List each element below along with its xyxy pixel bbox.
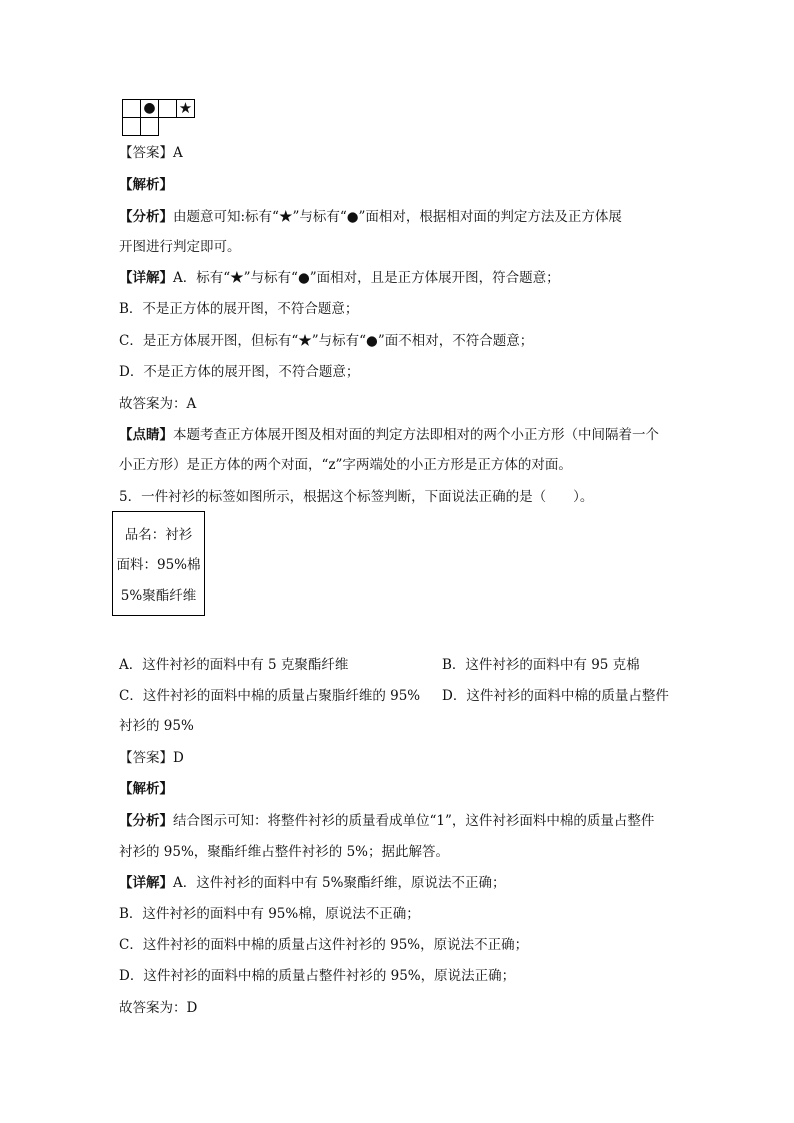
- shirt-label-figure: [112, 511, 205, 616]
- net-cell: [122, 117, 141, 136]
- dot-icon: ●: [143, 100, 156, 116]
- fenxi-tag: 【分析】: [119, 209, 173, 225]
- q5-xiangjie-line-c: C．这件衬衫的面料中棉的质量占这件衬衫的 95%，原说法不正确；: [119, 937, 529, 953]
- label-line-polyester: 5%聚酯纤维: [120, 588, 197, 604]
- dianjing-tag: 【点睛】: [119, 427, 173, 443]
- fenxi-tag: 【分析】: [119, 813, 173, 829]
- q4-dianjing-line2: 小正方形）是正方体的两个对面，“z”字两端处的小正方形是正方体的对面。: [119, 457, 572, 473]
- net-cell: [140, 117, 159, 136]
- label-line-fabric: 面料：95%棉: [116, 557, 201, 573]
- net-cell: [122, 99, 141, 118]
- q4-fenxi-line1: 【分析】由题意可知:标有“★”与标有“●”面相对，根据相对面的判定方法及正方体展: [119, 209, 622, 225]
- q5-option-d: D．这件衬衫的面料中棉的质量占整件: [442, 688, 669, 704]
- q5-conclusion: 故答案为：D: [119, 1000, 198, 1016]
- xiangjie-tag: 【详解】: [119, 270, 173, 286]
- net-cell-dot: [140, 99, 159, 118]
- q4-conclusion: 故答案为：A: [119, 396, 197, 412]
- q4-xiangjie-line-b: B．不是正方体的展开图，不符合题意；: [119, 301, 359, 317]
- q5-analysis-heading: 【解析】: [119, 781, 173, 797]
- q4-fenxi-line2: 开图进行判定即可。: [119, 239, 241, 255]
- q5-answer: 【答案】D: [119, 750, 184, 766]
- net-cell-star: [176, 99, 195, 118]
- q4-dianjing-line1: 【点睛】本题考查正方体展开图及相对面的判定方法即相对的两个小正方形（中间隔着一个: [119, 427, 659, 443]
- q5-xiangjie-line-b: B．这件衬衫的面料中有 95%棉，原说法不正确；: [119, 906, 420, 922]
- q5-stem: 5．一件衬衫的标签如图所示，根据这个标签判断，下面说法正确的是（ ）。: [119, 489, 594, 505]
- q4-xiangjie-line-c: C．是正方体展开图，但标有“★”与标有“●”面不相对，不符合题意；: [119, 333, 534, 349]
- label-line-name: 品名：衬衫: [124, 527, 193, 543]
- q5-option-c: C．这件衬衫的面料中棉的质量占聚脂纤维的 95%: [119, 688, 421, 704]
- q4-xiangjie-line-a: 【详解】A．标有“★”与标有“●”面相对，且是正方体展开图，符合题意；: [119, 270, 560, 286]
- cube-net-figure: [122, 99, 196, 136]
- q5-fenxi-line2: 衬衫的 95%，聚酯纤维占整件衬衫的 5%；据此解答。: [119, 844, 450, 860]
- xiangjie-tag: 【详解】: [119, 875, 173, 891]
- q5-fenxi-line1: 【分析】结合图示可知：将整件衬衫的质量看成单位“1”，这件衬衫面料中棉的质量占整件: [119, 813, 655, 829]
- q5-option-a: A．这件衬衫的面料中有 5 克聚酯纤维: [119, 657, 349, 673]
- star-icon: ★: [178, 99, 193, 117]
- q4-xiangjie-line-d: D．不是正方体的展开图，不符合题意；: [119, 364, 360, 380]
- q4-analysis-heading: 【解析】: [119, 177, 173, 193]
- q5-option-d-cont: 衬衫的 95%: [119, 718, 194, 734]
- net-cell: [158, 99, 177, 118]
- q4-answer: 【答案】A: [119, 145, 183, 161]
- q5-xiangjie-line-a: 【详解】A．这件衬衫的面料中有 5%聚酯纤维，原说法不正确；: [119, 875, 506, 891]
- q5-xiangjie-line-d: D．这件衬衫的面料中棉的质量占整件衬衫的 95%，原说法正确；: [119, 968, 516, 984]
- q5-option-b: B．这件衬衫的面料中有 95 克棉: [442, 657, 640, 673]
